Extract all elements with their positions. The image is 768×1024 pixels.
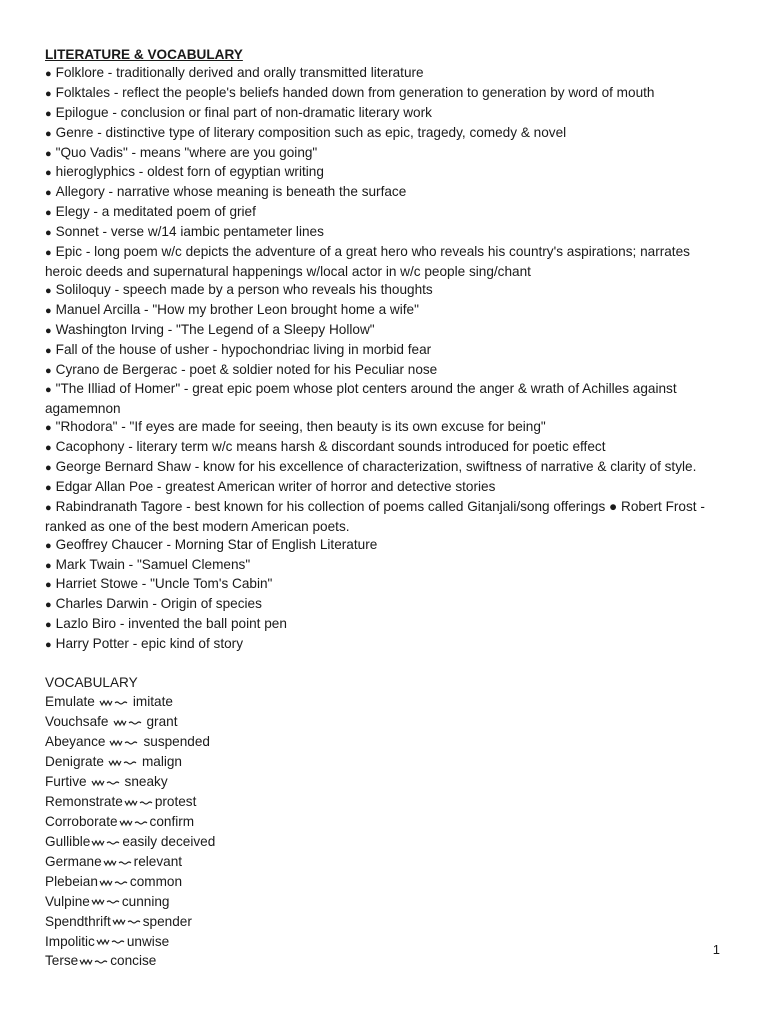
list-item [45,458,725,478]
list-item-text: Folklore - traditionally derived and orally transmitted literature [55,64,424,80]
bullet-icon [45,576,56,591]
vocabulary-entry [45,892,725,912]
bullet-icon [45,342,56,357]
list-item-text: George Bernard Shaw - know for his excellence of characterization, swiftness of narrative & clarity of style. [55,459,697,475]
list-item [45,498,725,536]
list-item [45,64,725,84]
vocabulary-entry [45,832,725,852]
list-item-text: Manuel Arcilla - "How my brother Leon brought home a wife" [55,301,419,317]
vocabulary-entry [45,872,725,892]
list-item [45,615,725,635]
list-item [45,361,725,381]
list-item-text: Harry Potter - epic kind of story [55,636,244,652]
list-item-text: hieroglyphics - oldest forn of egyptian writing [55,164,324,180]
vocabulary-word: Vouchsafe [45,714,109,730]
list-item [45,438,725,458]
vocabulary-word: Terse [45,953,79,969]
page-number: 1 [712,942,720,957]
vocabulary-meaning: spender [142,913,192,929]
literature-list [45,64,725,655]
list-item [45,144,725,164]
vocabulary-word: Vulpine [45,893,90,909]
list-item [45,575,725,595]
list-item [45,478,725,498]
vocabulary-entry [45,932,725,952]
vocabulary-word: Corroborate [45,813,118,829]
squiggle-arrow-icon [91,833,121,852]
list-item-text: "Quo Vadis" - means "where are you going" [55,144,318,160]
bullet-icon [45,636,56,651]
bullet-icon [45,65,56,80]
document-page [45,46,725,971]
squiggle-arrow-icon [124,793,154,812]
vocabulary-meaning: grant [146,714,178,730]
vocabulary-meaning: malign [141,753,182,769]
bullet-icon [45,557,56,572]
list-item [45,84,725,104]
list-item-text: Lazlo Biro - invented the ball point pen [55,616,287,632]
squiggle-arrow-icon [91,892,121,911]
vocabulary-meaning: protest [154,793,197,809]
bullet-icon [45,105,56,120]
list-item-text: Genre - distinctive type of literary composition such as epic, tragedy, comedy & novel [55,124,567,140]
vocabulary-meaning: common [129,873,183,889]
document-heading: LITERATURE & VOCABULARY [45,47,243,62]
vocabulary-entry [45,951,725,971]
vocabulary-entry [45,912,725,932]
bullet-icon [45,145,56,160]
squiggle-arrow-icon [79,952,109,971]
list-item [45,635,725,655]
list-item-text: "The Illiad of Homer" - great epic poem whose plot centers around the anger & wrath of Achilles against agamemnon [45,381,677,417]
list-item-text: Fall of the house of usher - hypochondriac living in morbid fear [55,341,432,357]
bullet-icon [45,85,56,100]
list-item [45,163,725,183]
squiggle-arrow-icon [113,713,143,732]
vocabulary-word: Germane [45,853,102,869]
bullet-icon [45,224,56,239]
squiggle-arrow-icon [103,853,133,872]
list-item-text: Sonnet - verse w/14 iambic pentameter lines [55,224,324,240]
vocabulary-entry [45,712,725,732]
list-item-text: Cyrano de Bergerac - poet & soldier noted for his Peculiar nose [55,361,438,377]
vocabulary-word: Emulate [45,694,95,710]
vocabulary-word: Impolitic [45,933,95,949]
list-item-text: Allegory - narrative whose meaning is beneath the surface [55,184,407,200]
list-item-text: Charles Darwin - Origin of species [55,596,262,612]
list-item-text: "Rhodora" - "If eyes are made for seeing, then beauty is its own excuse for being" [55,419,546,435]
bullet-icon [45,282,56,297]
list-item [45,124,725,144]
bullet-icon [45,322,56,337]
squiggle-arrow-icon [96,932,126,951]
vocabulary-word: Gullible [45,833,91,849]
list-item [45,104,725,124]
bullet-icon [45,499,56,514]
list-item-text: Epic - long poem w/c depicts the adventure of a great hero who reveals his country's aspirations; narrates heroic deeds and supernatural happenings w/local actor in w/c people sing/chant [45,244,690,279]
squiggle-arrow-icon [119,813,149,832]
list-item [45,341,725,361]
vocabulary-entry [45,752,725,772]
list-item [45,281,725,301]
vocabulary-title: VOCABULARY [45,675,138,691]
squiggle-arrow-icon [108,753,138,772]
vocabulary-meaning: suspended [143,734,210,749]
list-item [45,321,725,341]
list-item [45,418,725,438]
list-item-text: Harriet Stowe - "Uncle Tom's Cabin" [55,576,273,592]
bullet-icon [45,204,56,219]
list-item [45,301,725,321]
squiggle-arrow-icon [112,912,142,931]
bullet-icon [45,439,56,454]
vocabulary-meaning: unwise [126,933,170,949]
list-item [45,223,725,243]
bullet-icon [45,164,56,179]
list-item-text: Mark Twain - "Samuel Clemens" [55,556,251,572]
bullet-icon [45,244,56,259]
list-item-text: Rabindranath Tagore - best known for his collection of poems called Gitanjali/song offerings ● Robert Frost - ranked as one of the best modern American poets. [45,498,705,534]
bullet-icon [45,184,56,199]
squiggle-arrow-icon [99,693,129,712]
vocabulary-entry [45,852,725,872]
vocabulary-meaning: confirm [149,813,195,829]
bullet-icon [45,459,56,474]
list-item [45,556,725,576]
bullet-icon [45,419,56,434]
vocabulary-list [45,692,725,971]
vocabulary-entry [45,772,725,792]
squiggle-arrow-icon [109,733,139,752]
vocabulary-entry [45,792,725,812]
list-item-text: Edgar Allan Poe - greatest American writer of horror and detective stories [55,478,496,494]
list-item [45,203,725,223]
vocabulary-word: Spendthrift [45,913,111,929]
list-item-text: Washington Irving - "The Legend of a Sleepy Hollow" [55,321,375,337]
list-item [45,380,725,418]
vocabulary-meaning: cunning [121,893,170,909]
list-item-text: Elegy - a meditated poem of grief [55,204,256,220]
list-item-text: Geoffrey Chaucer - Morning Star of English Literature [55,536,378,552]
vocabulary-meaning: relevant [133,853,183,869]
bullet-icon [45,537,56,552]
vocabulary-meaning: easily deceived [122,833,216,849]
bullet-icon [45,362,56,377]
vocabulary-meaning: concise [110,953,157,969]
squiggle-arrow-icon [91,773,121,792]
list-item-text: Soliloquy - speech made by a person who reveals his thoughts [55,281,433,297]
vocabulary-word: Plebeian [45,873,98,889]
bullet-icon [45,302,56,317]
list-item [45,183,725,203]
list-item-text: Epilogue - conclusion or final part of non-dramatic literary work [55,104,432,120]
vocabulary-word: Remonstrate [45,793,123,809]
vocabulary-word: Furtive [45,773,87,789]
vocabulary-section [45,673,725,971]
vocabulary-meaning: sneaky [124,773,168,789]
squiggle-arrow-icon [99,873,129,892]
bullet-icon [45,616,56,631]
vocabulary-meaning: imitate [132,694,173,710]
bullet-icon [45,381,56,396]
bullet-icon [45,125,56,140]
list-item [45,595,725,615]
list-item-text: Folktales - reflect the people's beliefs handed down from generation to generation by word of mouth [55,84,655,100]
vocabulary-word: Denigrate [45,753,104,769]
vocabulary-entry [45,732,725,752]
vocabulary-word: Abeyance [45,734,106,749]
list-item [45,243,725,281]
vocabulary-entry [45,692,725,712]
list-item [45,536,725,556]
bullet-icon [45,596,56,611]
list-item-text: Cacophony - literary term w/c means harsh & discordant sounds introduced for poetic effect [55,439,606,455]
bullet-icon [45,479,56,494]
vocabulary-entry [45,812,725,832]
